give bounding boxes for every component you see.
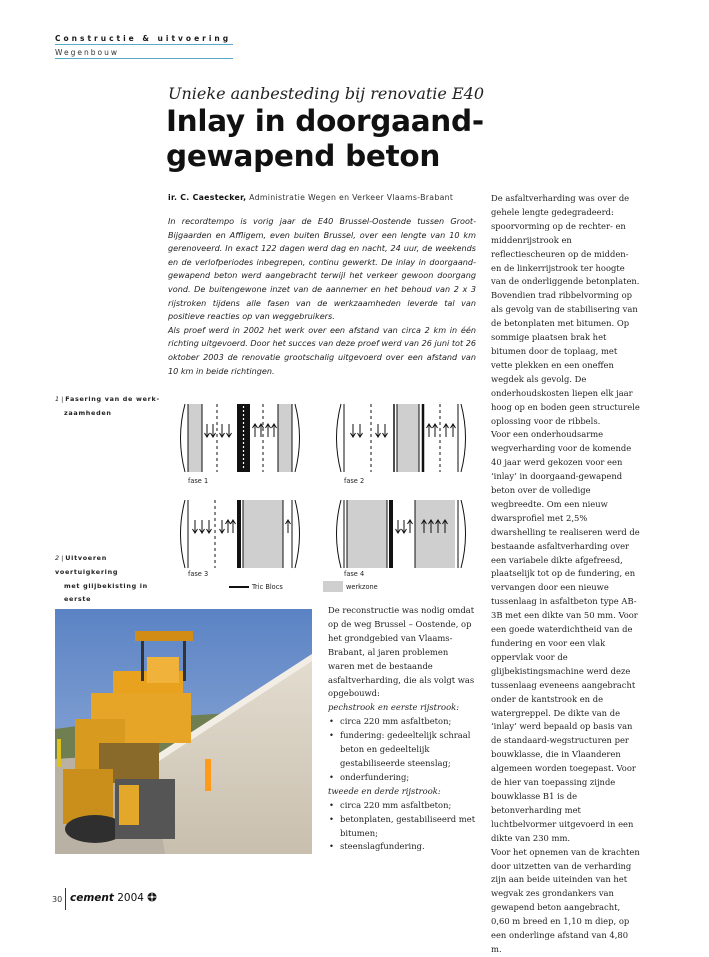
figure-2-caption: 2 | Uitvoeren voertuigkering met glijbekisting in eerste [55,552,161,621]
phase-3-diagram [181,500,300,568]
section-label: Constructie & uitvoering [55,34,232,43]
list-item: • circa 220 mm asfaltbeton; [328,715,476,729]
intro-paragraph: In recordtempo is vorig jaar de E40 Brussel-Oostende tussen Groot-Bijgaarden en Affligem, even buiten Brussel, over een lengte van 10 km gerenoveerd. In exact 122 dagen werd dag en nacht, 24 uur, de weekends en de verlofperiodes inbegrepen, continu gewerkt. De inlay in doorgaand-gewapend beton werd aangebracht terwijl het verkeer gewoon doorgang vond. De buitengewone inzet van de aannemer en het behoud van 2 x 3 rijstroken tijdens alle fasen van de werkzaamheden leverde tal van positieve reacties op van weggebruikers. [168,216,476,322]
legend-tric-label: Tric Blocs [252,583,283,591]
phasing-diagram [175,400,475,596]
body-column-right [491,192,640,957]
phase-4-diagram [337,500,466,568]
intro-paragraph: Als proef werd in 2002 het werk over een afstand van circa 2 km in één richting uitgevoerd. Door het succes van deze proef werd van 26 juni tot 26 oktober 2003 de renovatie grootschalig uitgevoerd over een afstand van 10 km in beide richtingen. [168,324,476,376]
bullet-list [328,799,476,855]
construction-photo [55,609,312,854]
list-item: • betonplaten, gestabiliseerd met bitumen; [328,813,476,841]
phase-2-diagram [337,404,466,472]
list-heading: pechstrook en eerste rijstrook: [328,702,460,713]
caption-text: Uitvoeren voertuigkering [55,554,119,576]
author-line [168,193,453,202]
body-column-middle [328,604,476,854]
phase-label: fase 4 [344,570,365,578]
header-rule [55,58,233,59]
list-item: • steenslagfundering. [328,840,476,854]
header-rule [55,44,233,45]
article-intro [168,215,476,378]
flower-icon [147,892,157,902]
article-title: Inlay in doorgaand-gewapend beton [166,104,484,173]
bullet-list [328,715,476,785]
figure-number: 2 [55,554,60,562]
author-affiliation: Administratie Wegen en Verkeer Vlaams-Brabant [249,193,454,202]
phase-label: fase 1 [188,477,209,485]
caption-text: met glijbekisting in eerste [64,581,148,604]
phase-1-diagram [181,404,300,472]
list-item: • circa 220 mm asfaltbeton; [328,799,476,813]
figure-1-caption: 1 | Fasering van de werk- zaamheden [55,393,161,421]
phase-label: fase 3 [188,570,209,578]
subsection-label: Wegenbouw [55,48,119,57]
author-name: ir. C. Caestecker, [168,193,247,202]
magazine-title: cement [70,892,114,904]
body-paragraph: Voor het opnemen van de krachten door uitzetten van de verharding zijn aan beide uiteinden van het wegvak zes grondankers van gewapend beton aangebracht, 0,60 m breed en 1,10 m diep, op een onderlinge afstand van 4,80 m. [491,846,640,954]
legend-workzone-swatch [323,581,343,592]
caption-text: zaamheden [64,408,112,417]
caption-text: Fasering van de werk- [65,395,160,403]
page-number: 30 [52,895,63,904]
magazine-name [70,892,157,904]
legend-workzone-label: werkzone [346,583,378,591]
list-item: • onderfundering; [328,771,476,785]
footer-divider [65,888,66,910]
body-paragraph: De reconstructie was nodig omdat op de weg Brussel – Oostende, op het grondgebied van Vlaams-Brabant, al jaren problemen waren met de bestaande asfaltverharding, die als volgt was opgebouwd: [328,605,475,699]
magazine-year: 2004 [117,892,144,904]
list-item: • fundering: gedeeltelijk schraal beton en gedeeltelijk gestabiliseerde steenslag; [328,729,476,771]
figure-number: 1 [55,395,60,403]
phase-label: fase 2 [344,477,365,485]
body-paragraph: Voor een onderhoudsarme wegverharding voor de komende 40 jaar werd gekozen voor een ‘inlay’ in doorgaand-gewapend beton over de volledige wegbreedte. Om een nieuw dwarsprofiel met 2,5% dwarshelling te realiseren werd de bestaande asfaltverharding over een variabele dikte afgefreesd, plaatselijk tot op de fundering, en vervangen door een nieuwe tussenlaag in asfaltbeton type AB-3B met een dikte van 50 mm. Voor een goede waterdichtheid van de fundering en voor een vlak oppervlak voor de glijbekistingsmachine werd deze tussenlaag eveneens aangebracht onder de kantstrook en de watergreppel. De dikte van de ‘inlay’ werd bepaald op basis van de standaard-wegstructuren per bouwklasse, die in Vlaanderen algemeen worden toegepast. Voor de hier van toepassing zijnde bouwklasse B1 is de betonverharding met luchtbelvormer uitgevoerd in een dikte van 230 mm. [491,429,640,843]
body-paragraph: De asfaltverharding was over de gehele lengte gedegradeerd: spoorvorming op de rechter- en middenrijstrook en reflectiescheuren op de midden- en de linkerrijstrook ter hoogte van de onderliggende betonplaten. Bovendien trad ribbelvorming op als gevolg van de stabilisering van de betonplaten met bitumen. Op sommige plaatsen brak het bitumen door de toplaag, met vette plekken en een oneffen wegdek als gevolg. De onderhoudskosten liepen elk jaar hoog op en boden geen structurele oplossing voor de ribbels. [491,193,640,426]
list-heading: tweede en derde rijstrook: [328,785,441,796]
article-kicker: Unieke aanbesteding bij renovatie E40 [168,84,484,103]
